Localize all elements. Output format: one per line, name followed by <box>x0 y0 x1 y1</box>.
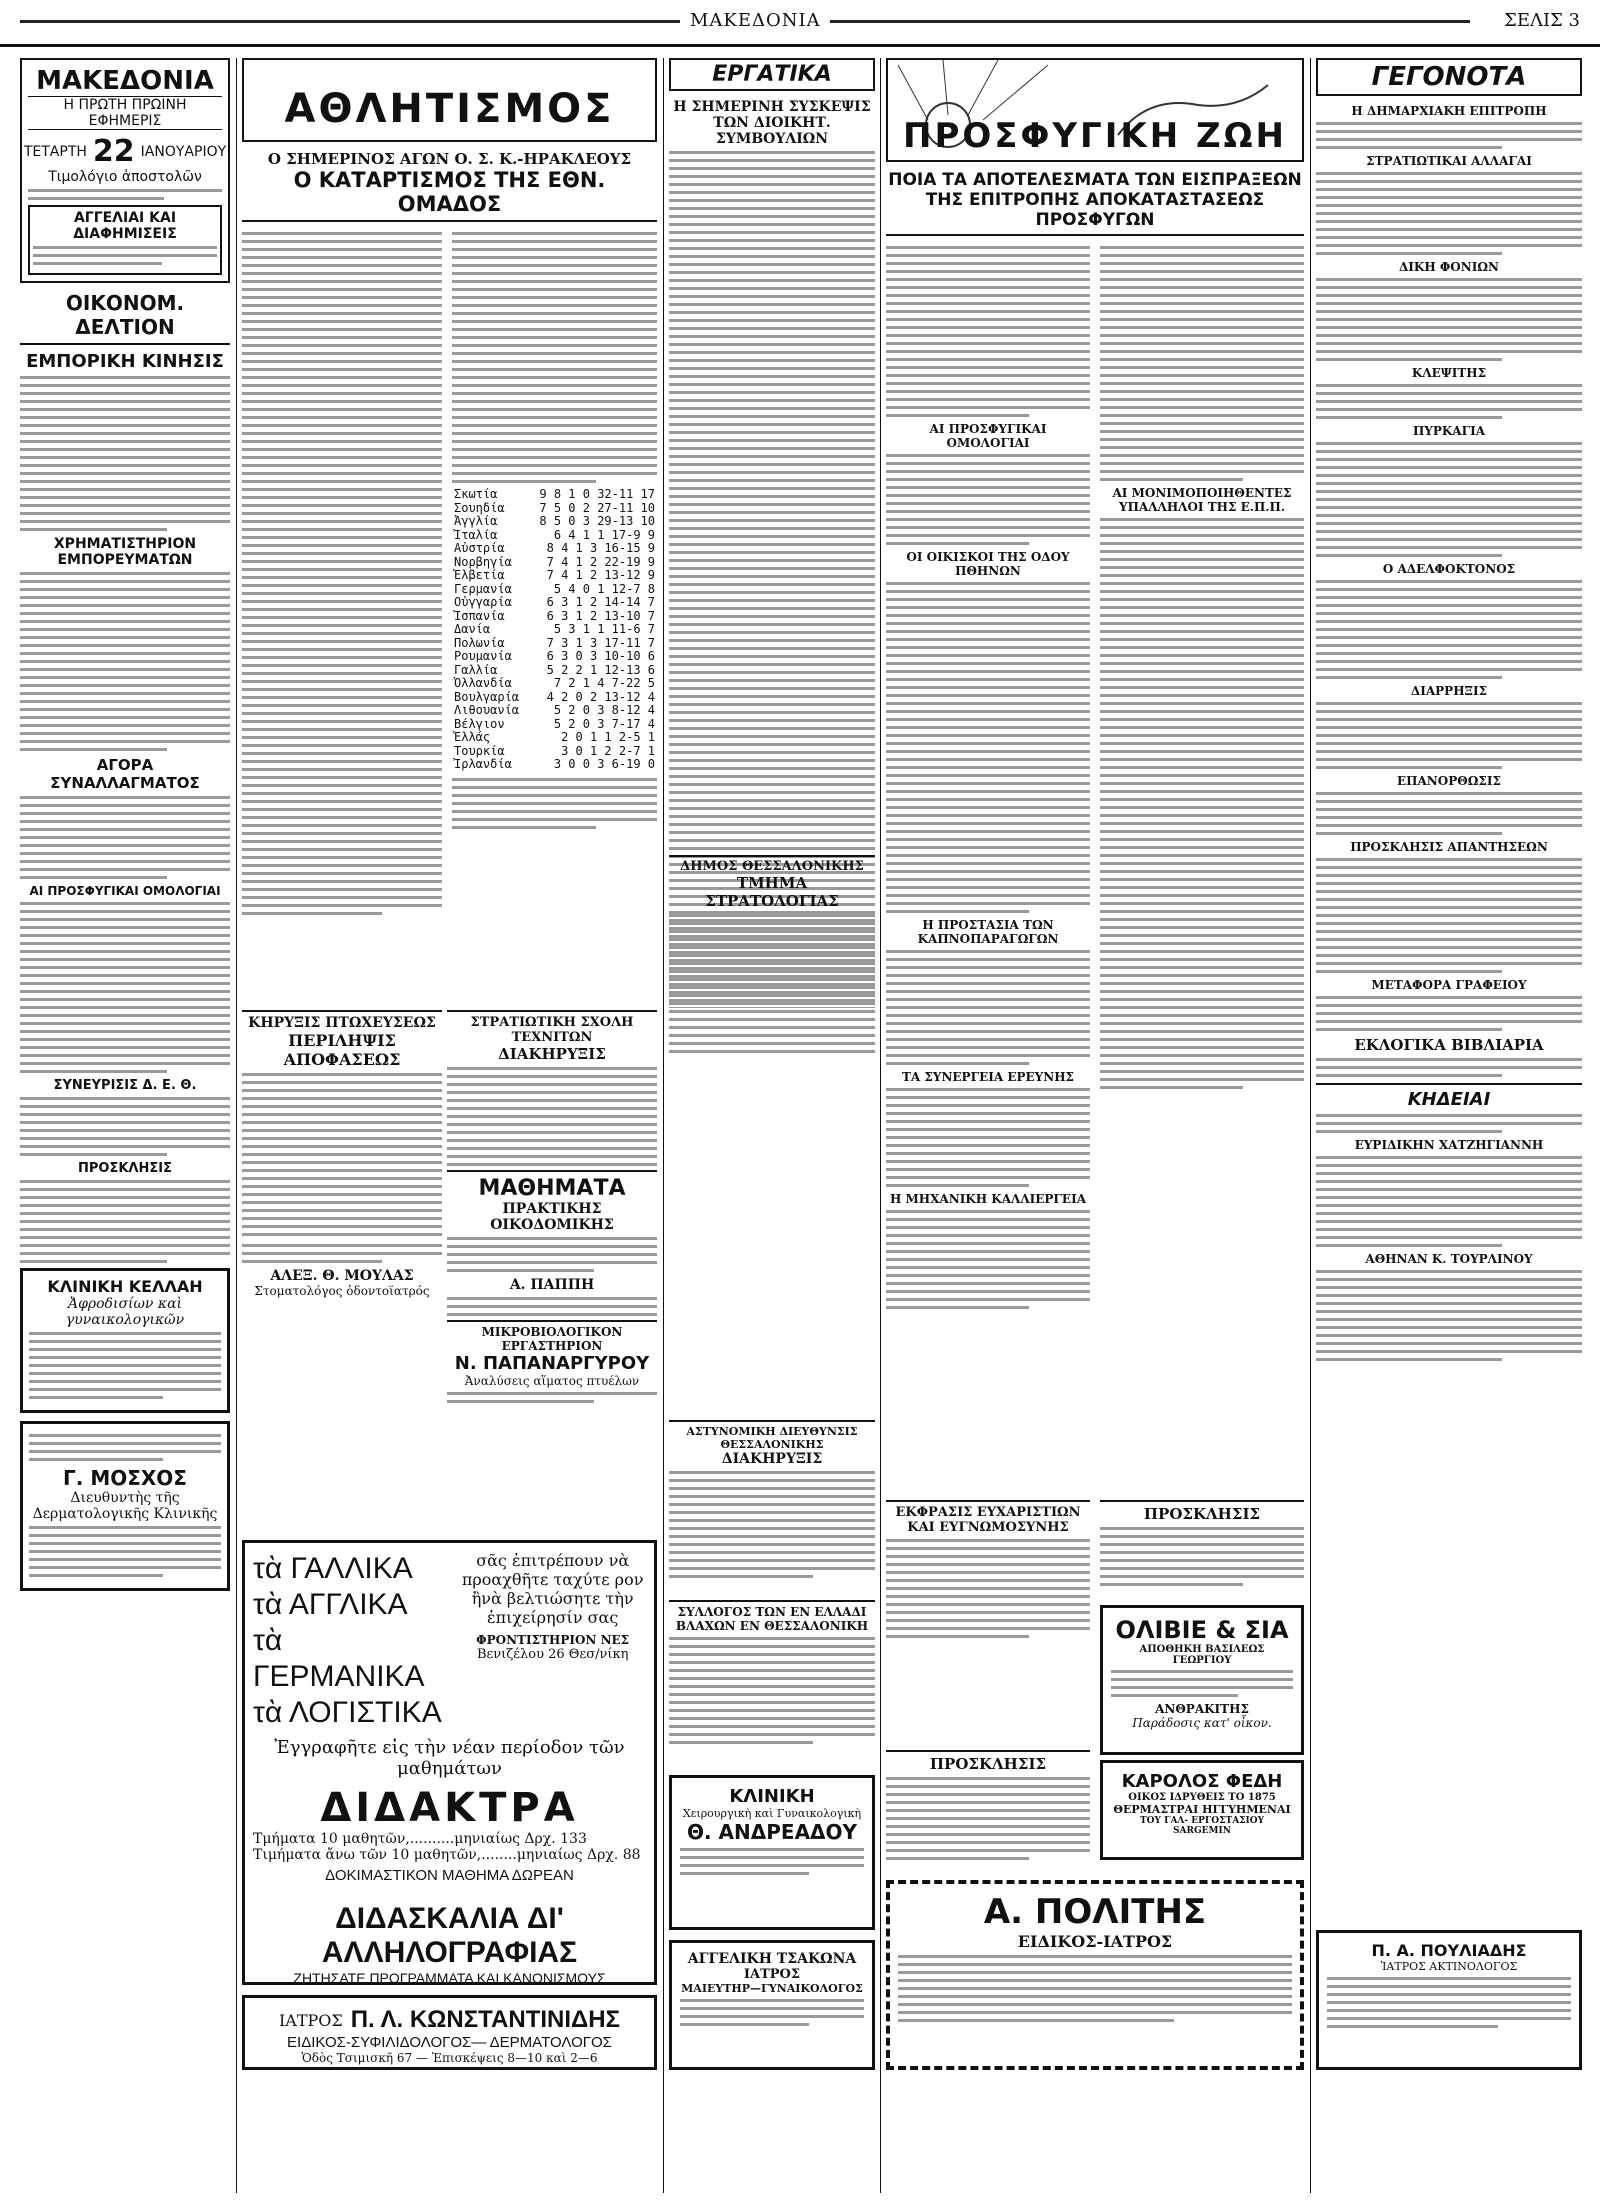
notice-title: ΣΥΛΛΟΓΟΣ ΤΩΝ ΕΝ ΕΛΛΑΔΙ ΒΛΑΧΩΝ ΕΝ ΘΕΣΣΑΛΟΝΙΚΗ <box>669 1600 875 1633</box>
standings-row <box>452 569 657 583</box>
team-record: 7 2 1 4 7-22 5 <box>553 676 655 690</box>
ad-benefit: σᾶς ἐπιτρέπουν νὰ προαχθῆτε ταχύτε ρον ἢνὰ βελτιώσητε τὴν ἐπιχείρησίν σας <box>461 1551 644 1627</box>
team-name: Δανία <box>454 622 491 636</box>
masthead-date: 22 <box>92 134 135 169</box>
standings-row <box>452 583 657 597</box>
column-economy <box>20 58 230 2188</box>
standings-row <box>452 704 657 718</box>
team-record: 6 3 1 2 14-14 7 <box>546 595 655 609</box>
masthead-sub: Η ΠΡΩΤΗ ΠΡΩΙΝΗ ΕΦΗΜΕΡΙΣ <box>28 96 222 130</box>
refugee-banner <box>886 58 1304 162</box>
clinic-doctor: Θ. ΑΝΔΡΕΑΔΟΥ <box>686 1820 858 1844</box>
team-name: Σουηδία <box>454 500 505 515</box>
team-name: Λιθουανία <box>454 703 520 717</box>
article-kicker: Ο ΣΗΜΕΡΙΝΟΣ ΑΓΩΝ Ο. Σ. Κ.-ΗΡΑΚΛΕΟΥΣ <box>267 150 632 168</box>
column-divider <box>1310 58 1311 2193</box>
subheading: ΠΡΟΣΚΛΗΣΙΣ ΑΠΑΝΤΗΣΕΩΝ <box>1350 840 1548 854</box>
subheading: Ο ΑΔΕΛΦΟΚΤΟΝΟΣ <box>1382 562 1516 576</box>
subheading: ΑΙ ΠΡΟΣΦΥΓΙΚΑΙ ΟΜΟΛΟΓΙΑΙ <box>929 422 1047 450</box>
doctor-title: ΕΙΔΙΚΟΣ-ΙΑΤΡΟΣ <box>1017 1932 1173 1951</box>
team-name: Ὀλλανδία <box>454 676 512 690</box>
article-headline: Ο ΚΑΤΑΡΤΙΣΜΟΣ ΤΗΣ ΕΘΝ. ΟΜΑΔΟΣ <box>242 168 657 222</box>
team-name: Πολωνία <box>454 635 505 650</box>
labor-section-title: ΕΡΓΑΤΙΚΑ <box>712 62 832 87</box>
doctor-name: Π. Α. ΠΟΥΛΙΑΔΗΣ <box>1371 1941 1527 1960</box>
team-name: Ἑλβετία <box>454 568 505 582</box>
school-notice <box>447 1010 657 1170</box>
team-record: 5 3 1 1 11-6 7 <box>553 622 655 636</box>
standings-row <box>452 488 657 502</box>
notice-title: ΚΗΡΥΞΙΣ ΠΤΩΧΕΥΣΕΩΣ <box>242 1010 442 1031</box>
lessons-title: ΜΑΘΗΜΑΤΑ <box>447 1170 657 1201</box>
tsakona-ad <box>669 1940 875 2070</box>
labor-section-header <box>669 58 875 91</box>
team-record: 5 2 0 3 7-17 4 <box>553 716 655 731</box>
standings-row <box>452 502 657 516</box>
lab-name: Ν. ΠΑΠΑΝΑΡΓΥΡΟΥ <box>454 1353 650 1374</box>
doctor-title: ἸΑΤΡΟΣ ΑΚΤΙΝΟΛΟΓΟΣ <box>1380 1960 1518 1973</box>
subheading: ΑΓΟΡΑ ΣΥΝΑΛΛΑΓΜΑΤΟΣ <box>50 756 200 792</box>
doctor-address: Ὁδὸς Τσιμισκῆ 67 — Ἐπισκέψεις 8—10 καὶ 2—6 <box>301 2051 598 2065</box>
standings-row <box>452 556 657 570</box>
standings-row <box>452 529 657 543</box>
team-name: Ἰσπανία <box>454 608 505 623</box>
doctor-ad <box>20 1421 230 1591</box>
team-record: 8 5 0 3 29-13 10 <box>539 514 655 528</box>
language-item: τὰ ΑΓΓΛΙΚΑ <box>253 1588 408 1621</box>
notice-sub: ΤΜΗΜΑ ΣΤΡΑΤΟΛΟΓΙΑΣ <box>705 874 839 910</box>
standings-row <box>452 596 657 610</box>
invitation-notice <box>886 1750 1090 1860</box>
masthead-price: Τιμολόγιο ἀποστολῶν <box>48 169 202 185</box>
masthead-day: ΤΕΤΑΡΤΗ <box>23 143 87 160</box>
police-notice <box>669 1420 875 1600</box>
team-record: 7 4 1 2 13-12 9 <box>546 568 655 582</box>
fee-line: Τιμήματα ἄνω τῶν 10 μαθητῶν,........μηνιαίως Δρχ. 88 <box>253 1847 641 1863</box>
standings-row <box>452 758 657 772</box>
programs-note: ΖΗΤΗΣΑΤΕ ΠΡΟΓΡΑΜΜΑΤΑ ΚΑΙ ΚΑΝΟΝΙΣΜΟΥΣ <box>293 1970 606 1985</box>
subheading: ΔΙΚΗ ΦΟΝΙΩΝ <box>1398 260 1499 274</box>
company-sub: ΑΠΟΘΗΚΗ ΒΑΣΙΛΕΩΣ ΓΕΩΡΓΙΟΥ <box>1139 1644 1265 1666</box>
standings-row <box>452 718 657 732</box>
lessons-name: Α. ΠΑΠΠΗ <box>509 1277 595 1293</box>
notice-title: ΔΗΜΟΣ ΘΕΣΣΑΛΟΝΙΚΗΣ <box>669 855 875 874</box>
section-title: ΟΙΚΟΝΟΜ. ΔΕΛΤΙΟΝ <box>20 291 230 345</box>
subheading: ΤΑ ΣΥΝΕΡΓΕΙΑ ΕΡΕΥΝΗΣ <box>901 1070 1075 1084</box>
subheading: ΣΤΡΑΤΙΩΤΙΚΑΙ ΑΛΛΑΓΑΙ <box>1366 154 1532 168</box>
fedi-ad <box>1100 1760 1304 1860</box>
doctor-specialty: ΕΙΔΙΚΟΣ-ΣΥΦΙΛΙΔΟΛΟΓΟΣ— ΔΕΡΜΑΤΟΛΟΓΟΣ <box>287 2034 612 2051</box>
team-name: Αὐστρία <box>454 541 505 555</box>
company-name: ΟΛΙΒΙΕ & ΣΙΑ <box>1115 1616 1289 1644</box>
subheading: Η ΔΗΜΑΡΧΙΑΚΗ ΕΠΙΤΡΟΠΗ <box>1351 104 1547 118</box>
team-record: 9 8 1 0 32-11 17 <box>539 487 655 501</box>
subheading: ΔΙΑΡΡΗΞΙΣ <box>1410 684 1488 698</box>
team-name: Ἰταλία <box>454 527 498 542</box>
refugee-body-left <box>886 242 1090 1314</box>
standings-row <box>452 515 657 529</box>
page-number: ΣΕΛΙΣ 3 <box>1504 10 1580 31</box>
standings-row <box>452 542 657 556</box>
notice-title: ΕΚΦΡΑΣΙΣ ΕΥΧΑΡΙΣΤΙΩΝ <box>886 1500 1090 1520</box>
subheading: Η ΠΡΟΣΤΑΣΙΑ ΤΩΝ ΚΑΠΝΟΠΑΡΑΓΩΓΩΝ <box>917 918 1059 946</box>
politis-ad <box>886 1880 1304 2070</box>
masthead-month: ΙΑΝΟΥΑΡΙΟΥ <box>140 143 227 160</box>
clinic-sub: Ἀφροδισίων καὶ γυναικολογικῶν <box>65 1296 185 1328</box>
team-record: 3 0 0 3 6-19 0 <box>553 757 655 771</box>
subheading: ΑΙ ΠΡΟΣΦΥΓΙΚΑΙ ΟΜΟΛΟΓΙΑΙ <box>29 884 221 898</box>
correspondence-title: ΔΙΔΑΣΚΑΛΙΑ ΔΙ' ΑΛΛΗΛΟΓΡΑΦΙΑΣ <box>321 1902 578 1969</box>
team-record: 7 5 0 2 27-11 10 <box>539 500 655 515</box>
subheading: ΕΚΛΟΓΙΚΑ ΒΙΒΛΙΑΡΙΑ <box>1354 1036 1544 1054</box>
header-rule-left <box>20 20 680 23</box>
doctor-name: ΑΓΓΕΛΙΚΗ ΤΣΑΚΩΝΑ <box>687 1951 857 1967</box>
language-item: τὰ ΓΕΡΜΑΝΙΚΑ <box>253 1624 425 1693</box>
doctor-prefix: ΙΑΤΡΟΣ <box>278 2010 343 2030</box>
delivery-note: Παράδοσις κατ' οἶκον. <box>1132 1716 1272 1730</box>
sports-banner-title: ΑΘΛΗΤΙΣΜΟΣ <box>284 86 615 132</box>
team-record: 7 4 1 2 22-19 9 <box>546 554 655 569</box>
standings-row <box>452 664 657 678</box>
subheading: ΥΠΑΛΛΗΛΟΙ ΤΗΣ Ε.Π.Π. <box>1119 500 1285 514</box>
subheading: ΣΥΝΕΥΡΙΣΙΣ Δ. Ε. Θ. <box>53 1078 197 1093</box>
standings-row <box>452 745 657 759</box>
team-name: Ρουμανία <box>454 649 512 663</box>
clinic-title: ΚΛΙΝΙΚΗ <box>729 1786 815 1807</box>
notice-sub: ΠΕΡΙΛΗΨΙΣ ΑΠΟΦΑΣΕΩΣ <box>283 1031 401 1069</box>
masthead <box>20 58 230 283</box>
team-name: Σκωτία <box>454 487 498 501</box>
team-name: Νορβηγία <box>454 554 512 569</box>
standings-table <box>452 488 657 772</box>
team-record: 6 3 0 3 10-10 6 <box>546 649 655 663</box>
company-name: ΚΑΡΟΛΟΣ ΦΕΔΗ <box>1121 1771 1283 1792</box>
team-name: Βέλγιον <box>454 716 505 731</box>
team-record: 7 3 1 3 17-11 7 <box>546 635 655 650</box>
notice-sub: ΚΑΙ ΕΥΓΝΩΜΟΣΥΝΗΣ <box>907 1520 1069 1535</box>
clinic-ad <box>20 1268 230 1413</box>
lab-notice <box>447 1320 657 1420</box>
funerals-title: ΚΗΔΕΙΑΙ <box>1407 1089 1491 1110</box>
team-record: 5 4 0 1 12-7 8 <box>553 581 655 596</box>
doctor-title: ΙΑΤΡΟΣ <box>743 1967 801 1982</box>
subheading: ΕΠΑΝΟΡΘΩΣΙΣ <box>1397 774 1501 788</box>
language-item: τὰ ΛΟΓΙΣΤΙΚΑ <box>253 1696 442 1729</box>
invitation-notice-2 <box>1100 1500 1304 1600</box>
subheading: ΠΡΟΣΚΛΗΣΙΣ <box>78 1161 172 1176</box>
notice-sub: ΔΙΑΚΗΡΥΞΙΣ <box>721 1451 823 1467</box>
team-record: 2 0 1 1 2-5 1 <box>561 730 655 744</box>
refugee-body-right <box>1100 242 1304 1314</box>
events-section-header <box>1316 58 1582 96</box>
column-divider <box>236 58 237 2193</box>
publication-name: ΜΑΚΕΔΟΝΙΑ <box>690 10 821 31</box>
team-record: 6 4 1 1 17-9 9 <box>553 527 655 542</box>
subheading: ΑΙ ΜΟΝΙΜΟΠΟΙΗΘΕΝΤΕΣ <box>1112 486 1292 500</box>
standings-row <box>452 637 657 651</box>
thanks-notice <box>886 1500 1090 1640</box>
standings-row <box>452 623 657 637</box>
product-name: ΘΕΡΜΑΣΤΡΑΙ ΗΓΓΥΗΜΕΝΑΙ <box>1113 1803 1291 1816</box>
events-section-title: ΓΕΓΟΝΟΤΑ <box>1371 62 1527 92</box>
andreadou-clinic-ad <box>669 1775 875 1930</box>
olivie-ad <box>1100 1605 1304 1755</box>
standings-row <box>452 731 657 745</box>
deceased-name: ΑΘΗΝΑΝ Κ. ΤΟΥΡΛΙΝΟΥ <box>1365 1252 1533 1266</box>
article-body-left <box>242 228 442 920</box>
subheading: ΕΜΠΟΡΙΚΗ ΚΙΝΗΣΙΣ <box>26 351 224 372</box>
refugee-headline: ΠΟΙΑ ΤΑ ΑΠΟΤΕΛΕΣΜΑΤΑ ΤΩΝ ΕΙΣΠΡΑΞΕΩΝ ΤΗΣ ΕΠΙΤΡΟΠΗΣ ΑΠΟΚΑΤΑΣΤΑΣΕΩΣ ΠΡΟΣΦΥΓΩΝ <box>886 170 1304 236</box>
lab-title: ΜΙΚΡΟΒΙΟΛΟΓΙΚΟΝ ΕΡΓΑΣΤΗΡΙΟΝ <box>447 1320 657 1353</box>
standings-row <box>452 610 657 624</box>
standings-row <box>452 691 657 705</box>
team-record: 5 2 2 1 12-13 6 <box>546 662 655 677</box>
clinic-title: ΚΛΙΝΙΚΗ ΚΕΛΛΑΗ <box>47 1277 203 1296</box>
doctor-name: Γ. ΜΟΣΧΟΣ <box>63 1466 187 1490</box>
school-name: ΦΡΟΝΤΙΣΤΗΡΙΟΝ ΝΕΣ <box>476 1633 630 1647</box>
signature-sub: Στοματολόγος ὀδοντοϊατρός <box>254 1284 430 1298</box>
notice-title: ΣΤΡΑΤΙΩΤΙΚΗ ΣΧΟΛΗ ΤΕΧΝΙΤΩΝ <box>447 1010 657 1045</box>
fees-title: ΔΙΔΑΚΤΡΑ <box>320 1785 579 1831</box>
subheading: ΧΡΗΜΑΤΙΣΤΗΡΙΟΝ ΕΜΠΟΡΕΥΜΑΤΩΝ <box>53 536 197 568</box>
page-header <box>0 0 1600 47</box>
doctor-konstantinidis-ad <box>242 1995 657 2070</box>
column-divider <box>880 58 881 2193</box>
team-name: Ἰρλανδία <box>454 757 512 771</box>
subheading: ΠΥΡΚΑΓΙΑ <box>1412 424 1486 438</box>
team-name: Βουλγαρία <box>454 689 520 704</box>
labor-headline: Η ΣΗΜΕΡΙΝΗ ΣΥΣΚΕΨΙΣ ΤΩΝ ΔΙΟΙΚΗΤ. ΣΥΜΒΟΥΛΙΩΝ <box>673 99 871 147</box>
team-name: Οὐγγαρία <box>454 595 512 609</box>
team-name: Γερμανία <box>454 581 512 596</box>
enroll-text: Ἐγγραφῆτε εἰς τὴν νέαν περίοδον τῶν μαθημάτων <box>274 1737 625 1779</box>
notice-title: ΠΡΟΣΚΛΗΣΙΣ <box>886 1750 1090 1773</box>
team-record: 5 2 0 3 8-12 4 <box>553 703 655 717</box>
company-sub: ΟΙΚΟΣ ΙΔΡΥΘΕΙΣ ΤΟ 1875 <box>1128 1792 1276 1803</box>
bankruptcy-notice <box>242 1010 442 1240</box>
masthead-ad-note: ΑΓΓΕΛΙΑΙ ΚΑΙ ΔΙΑΦΗΜΙΣΕΙΣ <box>73 210 177 242</box>
vlach-association-notice <box>669 1600 875 1770</box>
notice-sub: ΔΙΑΚΗΡΥΞΙΣ <box>498 1045 606 1063</box>
team-name: Τουρκία <box>454 743 505 758</box>
factory-note: ΤΟΥ ΓΑΛ- ΕΡΓΟΣΤΑΣΙΟΥ SARGEMIN <box>1139 1816 1265 1836</box>
column-divider <box>663 58 664 2193</box>
article-body-right <box>452 228 657 920</box>
lessons-notice <box>447 1170 657 1320</box>
column-events <box>1316 58 1582 2088</box>
doctor-note: Διευθυντὴς τῆς Δερματολογικῆς Κλινικῆς <box>32 1490 218 1522</box>
school-address: Βενιζέλου 26 Θεσ/νίκη <box>476 1647 629 1662</box>
language-item: τὰ ΓΑΛΛΙΚΑ <box>253 1552 413 1585</box>
standings-row <box>452 650 657 664</box>
lab-sub: Ἀναλύσεις αἵματος πτυέλων <box>464 1374 640 1388</box>
masthead-name: ΜΑΚΕΔΟΝΙΑ <box>36 66 214 96</box>
notice-title: ΑΣΤΥΝΟΜΙΚΗ ΔΙΕΥΘΥΝΣΙΣ ΘΕΣΣΑΛΟΝΙΚΗΣ <box>669 1420 875 1451</box>
header-rule-right <box>830 20 1470 23</box>
municipality-notice <box>669 855 875 1055</box>
team-record: 4 2 0 2 13-12 4 <box>546 689 655 704</box>
subheading: ΟΙ ΟΙΚΙΣΚΟΙ ΤΗΣ ΟΔΟΥ ΠΘΗΝΩΝ <box>906 550 1070 578</box>
doctor-name: Π. Λ. ΚΩΝΣΤΑΝΤΙΝΙΔΗΣ <box>350 2006 621 2033</box>
sports-banner <box>242 58 657 142</box>
team-record: 8 4 1 3 16-15 9 <box>546 541 655 555</box>
language-list <box>253 1551 459 1731</box>
clinic-sub: Χειρουργικὴ καὶ Γυναικολογικὴ <box>682 1807 862 1820</box>
team-record: 6 3 1 2 13-10 7 <box>546 608 655 623</box>
team-name: Γαλλία <box>454 662 498 677</box>
free-lesson: ΔΟΚΙΜΑΣΤΙΚΟΝ ΜΑΘΗΜΑ ΔΩΡΕΑΝ <box>325 1867 574 1884</box>
signature-name: ΑΛΕΞ. Θ. ΜΟΥΛΑΣ <box>270 1268 414 1284</box>
team-record: 3 0 1 2 2-7 1 <box>561 743 655 758</box>
language-school-ad <box>242 1540 657 1985</box>
lessons-sub: ΠΡΑΚΤΙΚΗΣ ΟΙΚΟΔΟΜΙΚΗΣ <box>490 1201 614 1233</box>
subheading: ΚΛΕΨΙΤΗΣ <box>1411 366 1487 380</box>
refugee-banner-title: ΠΡΟΣΦΥΓΙΚΗ ΖΩΗ <box>903 116 1287 156</box>
team-name: Ἑλλάς <box>454 730 491 744</box>
dentist-signature <box>242 1240 442 1320</box>
team-name: Ἀγγλία <box>454 514 498 528</box>
doctor-name: Α. ΠΟΛΙΤΗΣ <box>983 1892 1207 1932</box>
subheading: Η ΜΗΧΑΝΙΚΗ ΚΑΛΛΙΕΡΓΕΙΑ <box>889 1192 1087 1206</box>
pouliadis-ad <box>1316 1930 1582 2070</box>
doctor-specialty: ΜΑΙΕΥΤΗΡ—ΓΥΝΑΙΚΟΛΟΓΟΣ <box>681 1982 863 1995</box>
subheading: ΜΕΤΑΦΟΡΑ ΓΡΑΦΕΙΟΥ <box>1371 978 1527 992</box>
fee-line: Τμήματα 10 μαθητῶν,..........μηνιαίως Δρχ. 133 <box>253 1831 587 1847</box>
product-name: ΑΝΘΡΑΚΙΤΗΣ <box>1155 1702 1249 1716</box>
deceased-name: ΕΥΡΙΔΙΚΗΝ ΧΑΤΖΗΓΙΑΝΝΗ <box>1354 1138 1544 1152</box>
standings-row <box>452 677 657 691</box>
notice-title: ΠΡΟΣΚΛΗΣΙΣ <box>1100 1500 1304 1523</box>
